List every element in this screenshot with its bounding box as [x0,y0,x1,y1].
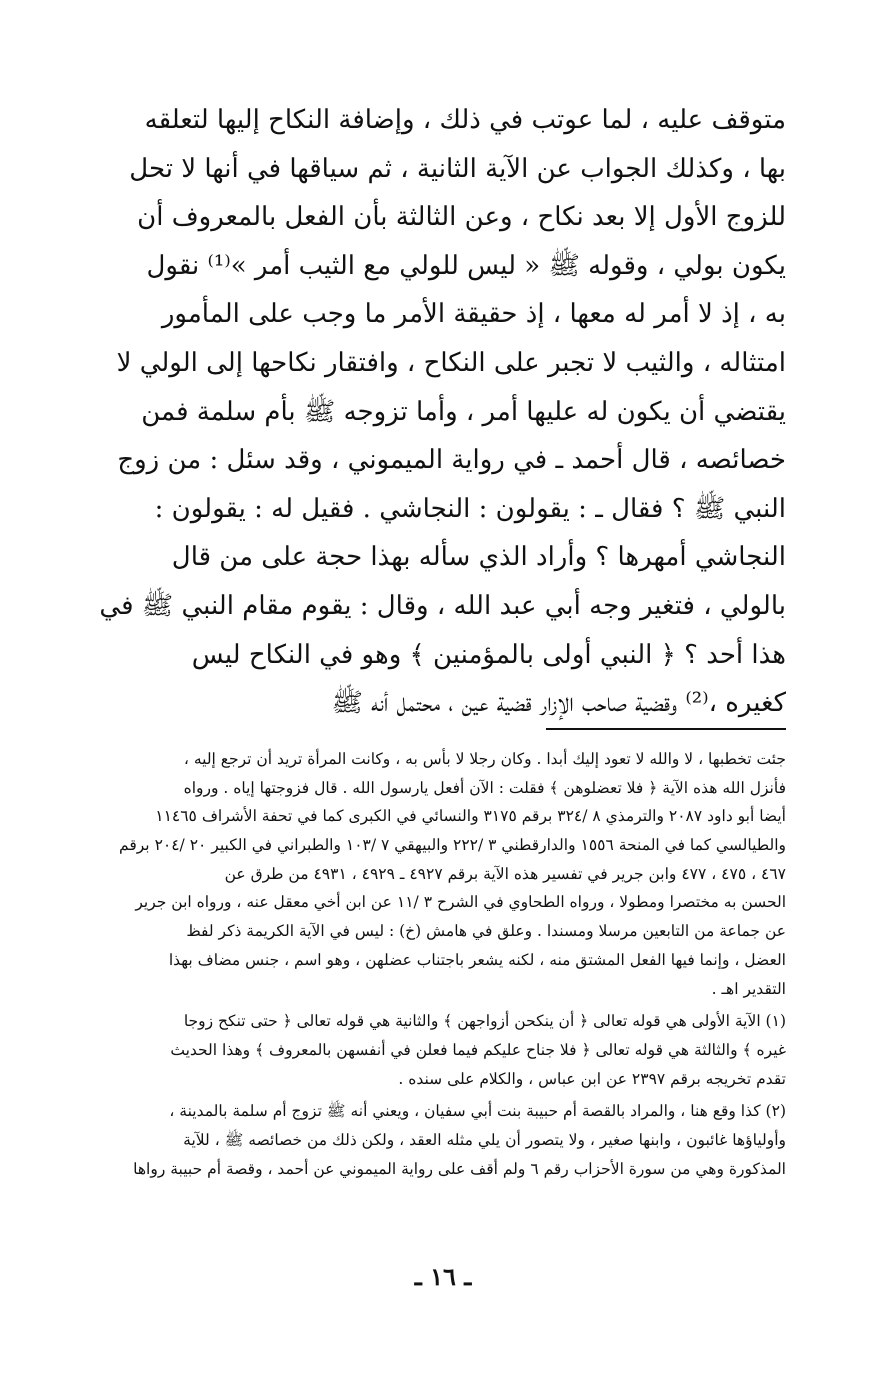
footnote-line: (١) الآية الأولى هي قوله تعالى ﴿ أن ينكحن أزواجهن ﴾ والثانية هي قوله تعالى ﴿ حتى تنكح زوجا [183,1012,786,1031]
footnote-line: والطيالسي كما في المنحة ١٥٥٦ والدارقطني ٣ /٢٢٢ والبيهقي ٧ /١٠٣ والطبراني في الكبير ٢٠ /٢٠٤ برقم [119,836,786,855]
footnotes-block [100,745,786,1183]
text-line: النبي ﷺ ؟ فقال ـ : يقولون : النجاشي . فقيل له : يقولون : [154,493,786,524]
footnote-line: غيره ﴾ والثالثة هي قوله تعالى ﴿ فلا جناح عليكم فيما فعلن في أنفسهن بالمعروف ﴾ وهذا الحديث [170,1040,786,1059]
footnote-line: جئت تخطبها ، لا والله لا تعود إليك أبدا . وكان رجلا لا بأس به ، وكانت المرأة تريد أن ترجع إليه ، [183,750,786,768]
text-line: للزوج الأول إلا بعد نكاح ، وعن الثالثة بأن الفعل بالمعروف أن [137,202,786,233]
text-line: كغيره ،⁽²⁾ وقضية صاحب الإزار قضية عين ، محتمل أنه ﷺ [331,688,786,719]
text-line: متوقف عليه ، لما عوتب في ذلك ، وإضافة النكاح إليها لتعلقه [144,105,786,135]
footnote-line: التقدير اهـ . [711,979,786,998]
footnote-line: المذكورة وهي من سورة الأحزاب رقم ٦ ولم أقف على رواية الميموني عن أحمد ، وقصة أم حبيبة رواها [133,1159,786,1178]
footnote-line: فأنزل الله هذه الآية ﴿ فلا تعضلوهن ﴾ فقلت : الآن أفعل يارسول الله . قال فزوجتها إياه . ورواه [183,778,786,797]
text-line: النجاشي أمهرها ؟ وأراد الذي سأله بهذا حجة على من قال [171,542,786,573]
text-line: يقتضي أن يكون له عليها أمر ، وأما تزوجه ﷺ بأم سلمة فمن [141,396,786,427]
footnote-line: الحسن به مختصرا ومطولا ، ورواه الطحاوي في الشرح ٣ /١١ عن ابن أخي معقل عنه ، ورواه ابن جرير [135,893,786,912]
footnote-line: ٤٦٧ ، ٤٧٥ ، ٤٧٧ وابن جرير في تفسير هذه الآية برقم ٤٩٢٧ ـ ٤٩٢٩ ، ٤٩٣١ من طرق عن [224,864,786,883]
footnote-line: العضل ، وإنما فيها الفعل المشتق منه ، لكنه يشعر باجتناب عضلهن ، وهو اسم ، جنس مضاف بهذا [168,950,786,969]
text-line: بالولي ، فتغير وجه أبي عبد الله ، وقال : يقوم مقام النبي ﷺ في [99,590,786,621]
text-line: به ، إذ لا أمر له معها ، إذ حقيقة الأمر ما وجب على المأمور [161,299,786,330]
footnote-line: أيضا أبو داود ٢٠٨٧ والترمذي ٨ /٣٢٤ برقم ٣١٧٥ والنسائي في الكبرى كما في تحفة الأشراف ١١٤٦٥ [155,807,786,826]
text-line: يكون بولي ، وقوله ﷺ « ليس للولي مع الثيب أمر »⁽¹⁾ نقول [146,250,786,281]
text-line: خصائصه ، قال أحمد ـ في رواية الميموني ، وقد سئل : من زوج [117,445,786,476]
footnote-line: عن جماعة من التابعين مرسلا ومسندا . وعلق في هامش (خ) : ليس في الآية الكريمة ذكر لفظ [186,922,786,941]
footnote-line: (٢) كذا وقع هنا ، والمراد بالقصة أم حبيبة بنت أبي سفيان ، ويعني أنه ﷺ تزوج أم سلمة بالمدينة ، [169,1102,786,1121]
footnote-divider [546,728,786,730]
footnote-line: وأولياؤها غائبون ، وابنها صغير ، ولا يتصور أن يلي مثله العقد ، ولكن ذلك من خصائصه ﷺ ، للآية [183,1130,786,1149]
main-text-block [96,96,786,728]
text-line: امتثاله ، والثيب لا تجبر على النكاح ، وافتقار نكاحها إلى الولي لا [116,347,786,378]
text-line: هذا أحد ؟ ﴿ النبي أولى بالمؤمنين ﴾ وهو في النكاح ليس [191,639,786,670]
footnote-line: تقدم تخريجه برقم ٢٣٩٧ عن ابن عباس ، والكلام على سنده . [398,1069,786,1088]
page-number: ـ ١٦ ـ [414,1262,472,1291]
text-line: بها ، وكذلك الجواب عن الآية الثانية ، ثم سياقها في أنها لا تحل [129,153,786,184]
